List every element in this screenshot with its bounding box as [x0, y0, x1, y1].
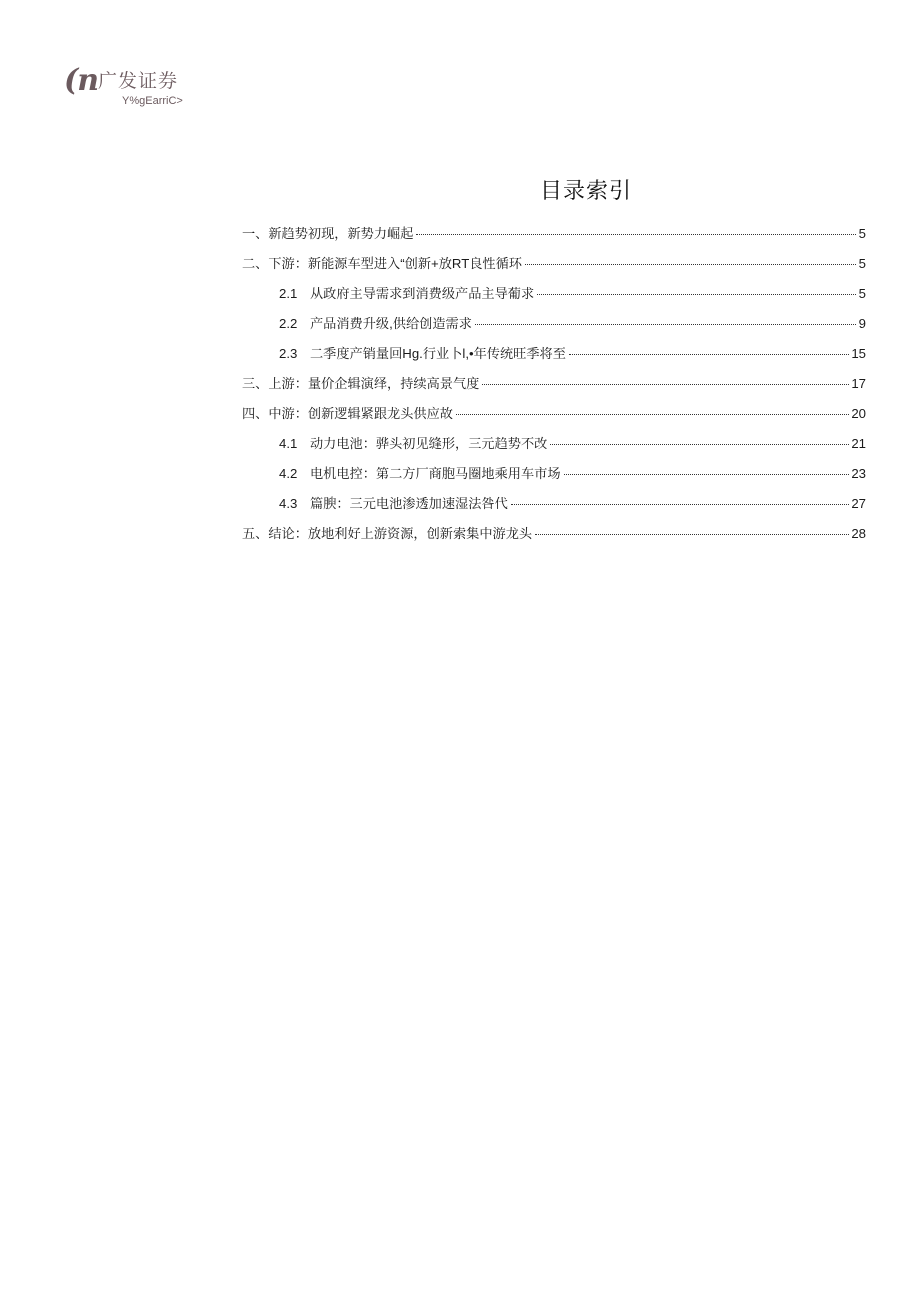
toc-page-number: 23 [851, 466, 866, 481]
toc-page-number: 5 [858, 226, 866, 241]
toc-entry-2-3[interactable] [242, 342, 866, 372]
toc-entry-3[interactable] [242, 372, 866, 402]
toc-dot-leader [535, 534, 849, 535]
toc-entry-text: 五、结论：放地利好上游资源，创新索集中游龙头 [242, 526, 533, 541]
toc-entry-2[interactable] [242, 252, 866, 282]
toc-entry-text: 三、上游：量价企辑演绎，持续高景气度 [242, 376, 480, 391]
toc-dot-leader [416, 234, 856, 235]
toc-page-number: 17 [851, 376, 866, 391]
toc-section-number: 2.2 [279, 316, 298, 331]
toc-entry-4-2[interactable] [242, 462, 866, 492]
toc-entry-4-1[interactable] [242, 432, 866, 462]
toc-dot-leader [564, 474, 850, 475]
toc-page-number: 21 [851, 436, 866, 451]
toc-dot-leader [482, 384, 849, 385]
table-of-contents [242, 222, 866, 552]
toc-entry-1[interactable] [242, 222, 866, 252]
toc-page-number: 28 [851, 526, 866, 541]
company-logo [64, 64, 244, 114]
toc-page-number: 15 [851, 346, 866, 361]
toc-dot-leader [550, 444, 849, 445]
toc-section-number: 4.3 [279, 496, 298, 511]
toc-entry-text: 二、下游：新能源车型进入“创新+放RT良性循环 [242, 256, 522, 271]
toc-dot-leader [525, 264, 856, 265]
toc-dot-leader [569, 354, 849, 355]
toc-dot-leader [475, 324, 856, 325]
toc-dot-leader [511, 504, 850, 505]
toc-page-number: 5 [858, 256, 866, 271]
toc-entry-4-3[interactable] [242, 492, 866, 522]
logo-mark: (n [64, 63, 99, 98]
toc-entry-4[interactable] [242, 402, 866, 432]
toc-entry-2-2[interactable] [242, 312, 866, 342]
toc-title: 目录索引 [539, 178, 632, 203]
toc-entry-5[interactable] [242, 522, 866, 552]
toc-section-number: 4.1 [279, 436, 298, 451]
logo-chinese-name: 广发证券 [98, 71, 179, 92]
toc-entry-text: 篇腴：三元电池渗透加速湿法咎代 [310, 496, 508, 511]
toc-dot-leader [537, 294, 856, 295]
toc-page-number: 27 [851, 496, 866, 511]
logo-english-name: Y%gEarriC> [122, 95, 183, 107]
toc-entry-text: 二季度产销量回Hg.行业卜l,•年传统旺季将至 [310, 346, 566, 361]
toc-entry-text: 电机电控：第二方厂商胞马圈地乘用车市场 [310, 466, 561, 481]
toc-section-number: 2.3 [279, 346, 298, 361]
toc-page-number: 9 [858, 316, 866, 331]
toc-dot-leader [456, 414, 849, 415]
toc-entry-2-1[interactable] [242, 282, 866, 312]
toc-section-number: 2.1 [279, 286, 298, 301]
toc-entry-text: 一、新趋势初现，新势力崛起 [242, 226, 414, 241]
toc-section-number: 4.2 [279, 466, 298, 481]
toc-entry-text: 从政府主导需求到消费级产品主导葡求 [310, 286, 535, 301]
toc-entry-text: 动力电池：骅头初见缝形，三元趋势不改 [310, 436, 548, 451]
toc-entry-text: 四、中游：创新逻辑紧跟龙头供应故 [242, 406, 453, 421]
toc-page-number: 5 [858, 286, 866, 301]
toc-entry-text: 产品消费升级,供给创造需求 [310, 316, 472, 331]
toc-page-number: 20 [851, 406, 866, 421]
